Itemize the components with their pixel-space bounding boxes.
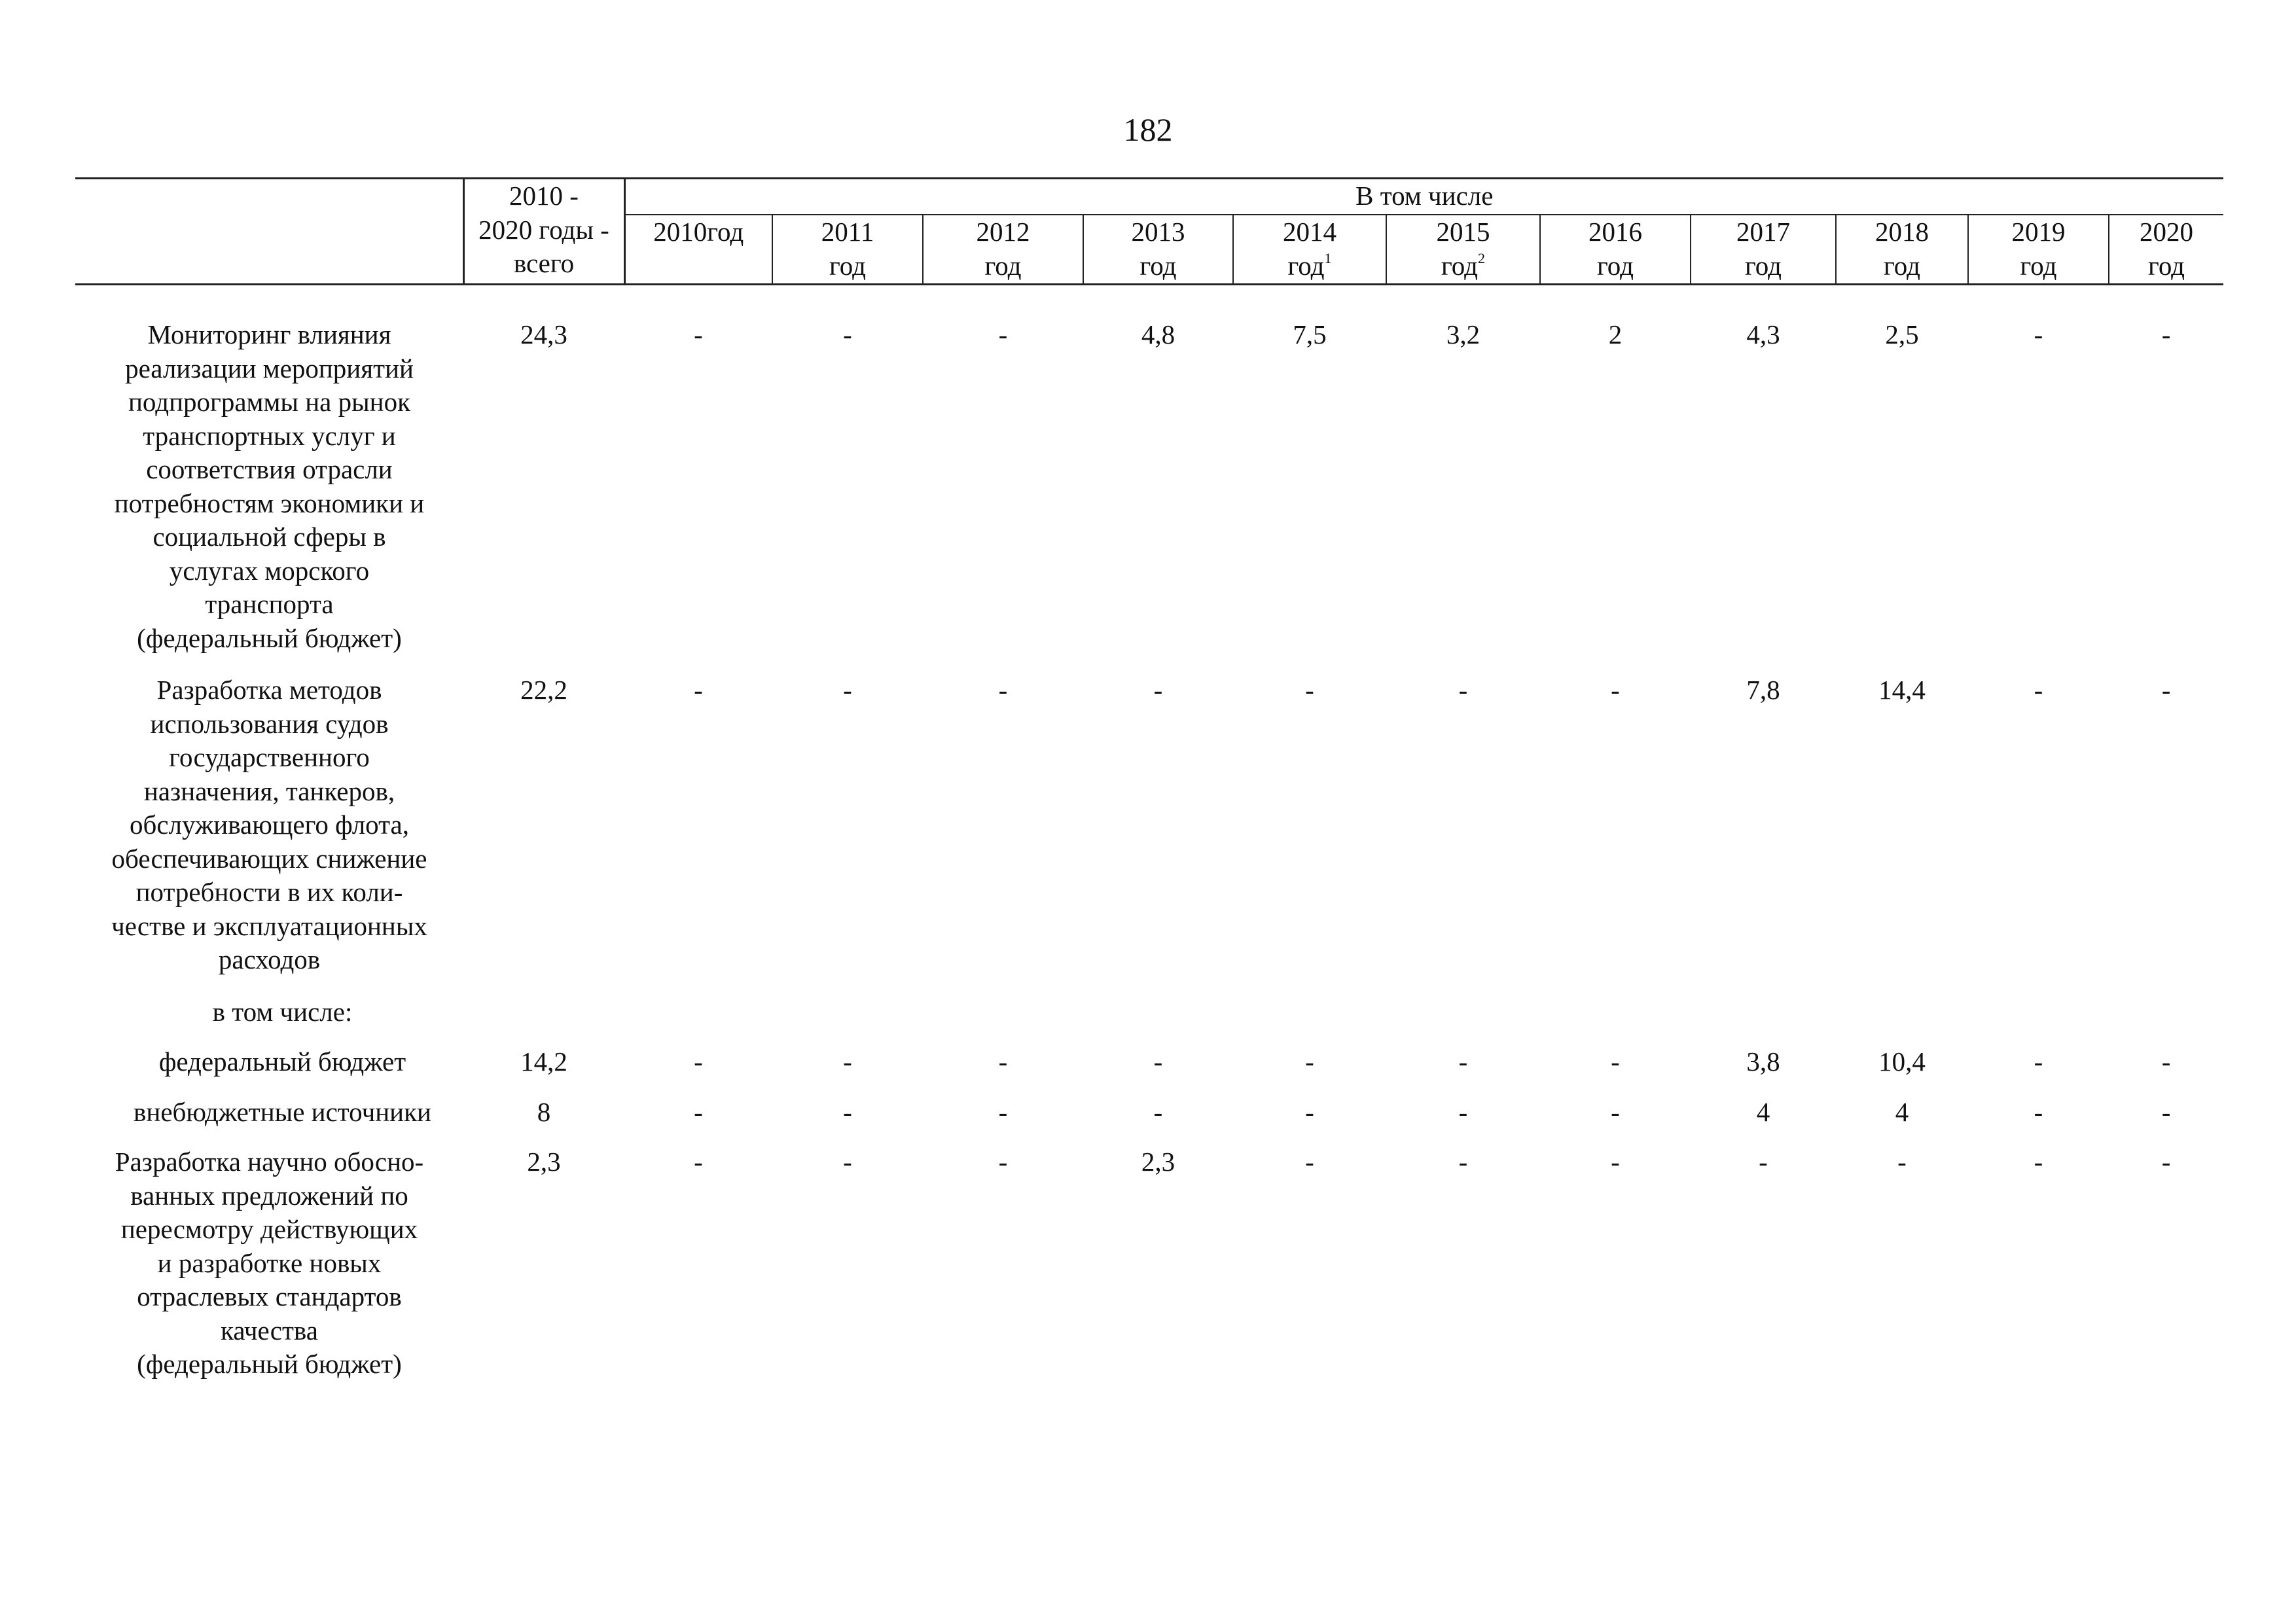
row-label-line: федеральный бюджет [158, 1046, 406, 1077]
row-value-2017: - [1759, 1147, 1768, 1177]
row-label-line: Разработка научно обосно- [115, 1147, 424, 1177]
header-year-6 [1540, 215, 1691, 285]
row-label-line: ванных предложений по [130, 1180, 408, 1211]
row-total: 2,3 [527, 1147, 561, 1177]
header-year-unit [1969, 249, 2108, 283]
row-value-2012 [923, 995, 1083, 1046]
row-value-2016: - [1611, 1147, 1620, 1177]
header-total-line2: 2020 годы - [478, 214, 609, 245]
row-value-2015: - [1458, 1147, 1468, 1177]
header-year-value: 2019 [2011, 217, 2066, 247]
row-value-2018: 2,5 [1885, 319, 1919, 349]
row-value-2010: - [694, 319, 703, 349]
header-year-value: 2013 [1131, 217, 1185, 247]
row-value-2020: - [2161, 675, 2171, 705]
row-label [75, 1096, 463, 1146]
table-row [75, 1145, 2223, 1400]
row-value-2016: - [1611, 1096, 1620, 1127]
row-value-2013: - [1153, 675, 1163, 705]
row-label-line: отраслевых стандартов [137, 1281, 402, 1311]
row-label-line: честве и эксплуатационных [111, 910, 427, 941]
row-value-2011: - [843, 1096, 852, 1127]
row-value-2012: - [998, 319, 1008, 349]
row-label-line: государственного [169, 742, 370, 772]
row-value-2013: 2,3 [1141, 1147, 1175, 1177]
header-year-value: 2016 [1588, 217, 1642, 247]
row-total: 22,2 [520, 675, 567, 705]
header-year-9 [1968, 215, 2109, 285]
row-value-2019 [1968, 995, 2109, 1046]
row-label-line: транспорта [205, 589, 334, 619]
header-year-unit-text: год [2148, 250, 2185, 281]
row-value-2014: - [1305, 675, 1314, 705]
header-year-unit-text: год [1745, 250, 1782, 281]
row-value-2017: 4,3 [1746, 319, 1780, 349]
row-label-line: подпрограммы на рынок [128, 387, 411, 417]
row-value-2014 [1233, 995, 1386, 1046]
table-row [75, 1096, 2223, 1146]
header-year-3 [1083, 215, 1233, 285]
row-label-line: соответствия отрасли [146, 454, 393, 484]
header-year-unit-text: год [2020, 250, 2057, 281]
row-total: 8 [537, 1096, 551, 1127]
row-label-line: потребностям экономики и [114, 488, 425, 518]
row-value-2012: - [998, 1147, 1008, 1177]
header-year-value: 2014 [1283, 217, 1336, 247]
row-value-2018 [1836, 995, 1968, 1046]
row-value-2010: - [694, 675, 703, 705]
header-year-value: 2010 [653, 217, 708, 247]
row-value-2015: - [1458, 1096, 1468, 1127]
row-label-line: расходов [218, 944, 321, 974]
row-value-2018: 10,4 [1878, 1046, 1926, 1077]
header-year-unit [1837, 249, 1967, 283]
header-year-8 [1836, 215, 1968, 285]
header-total-line3: всего [513, 248, 575, 278]
row-label-line: потребности в их коли- [135, 877, 403, 907]
page-number: 182 [1123, 111, 1173, 148]
header-year-unit [773, 249, 922, 283]
header-year-7 [1691, 215, 1836, 285]
header-total-line1: 2010 - [509, 181, 579, 211]
row-value-2014: - [1305, 1147, 1314, 1177]
row-label-line: социальной сферы в [152, 522, 386, 552]
budget-table [75, 177, 2223, 1400]
row-value-2019: - [2034, 1096, 2043, 1127]
row-label-line: Разработка методов [156, 675, 382, 705]
row-value-2011: - [843, 1046, 852, 1077]
row-value-2016: 2 [1608, 319, 1623, 349]
row-label [75, 1145, 463, 1400]
row-label-line: (федеральный бюджет) [137, 1349, 402, 1379]
row-value-2016: - [1611, 675, 1620, 705]
header-year-0 [624, 215, 772, 285]
footnote-marker: 1 [1324, 249, 1332, 266]
row-value-2016 [1540, 995, 1691, 1046]
row-value-2017: 7,8 [1746, 675, 1780, 705]
header-year-unit [1387, 249, 1539, 283]
header-label-cell [75, 179, 463, 285]
header-year-1 [772, 215, 923, 285]
row-value-2020: - [2161, 1147, 2171, 1177]
header-year-unit [1084, 249, 1232, 283]
header-year-5 [1386, 215, 1540, 285]
row-label-line: обеспечивающих снижение [111, 843, 427, 874]
footnote-marker: 2 [1477, 249, 1485, 266]
row-value-2012: - [998, 675, 1008, 705]
row-value-2014: - [1305, 1046, 1314, 1077]
row-label [75, 318, 463, 673]
row-value-2014: - [1305, 1096, 1314, 1127]
header-year-unit-text: год [707, 217, 744, 247]
header-including: В том числе [624, 179, 2223, 215]
row-label-line: услугах морского [169, 555, 370, 586]
header-year-unit-text: год [1287, 250, 1325, 281]
header-year-unit [1691, 249, 1835, 283]
table-row [75, 673, 2223, 995]
header-year-unit-text: год [1139, 250, 1177, 281]
row-value-2020: - [2161, 1046, 2171, 1077]
row-label [75, 673, 463, 995]
row-value-2011 [772, 995, 923, 1046]
row-value-2013: 4,8 [1141, 319, 1175, 349]
row-value-2017: 3,8 [1746, 1046, 1780, 1077]
row-label-line: транспортных услуг и [143, 420, 396, 451]
header-year-unit [2109, 249, 2223, 283]
row-value-2015 [1386, 995, 1540, 1046]
row-label-line: пересмотру действующих [120, 1214, 418, 1244]
row-label-line: качества [221, 1315, 318, 1346]
header-year-unit [1541, 249, 1690, 283]
row-label [75, 995, 463, 1046]
header-year-value: 2017 [1736, 217, 1790, 247]
row-value-2018: 14,4 [1878, 675, 1926, 705]
row-label-line: обслуживающего флота, [129, 810, 410, 840]
header-year-4 [1233, 215, 1386, 285]
row-value-2013 [1083, 995, 1233, 1046]
header-year-unit [707, 217, 744, 247]
row-value-2018: 4 [1895, 1096, 1909, 1127]
row-value-2010: - [694, 1096, 703, 1127]
row-value-2012: - [998, 1046, 1008, 1077]
row-value-2013: - [1153, 1096, 1163, 1127]
header-year-2 [923, 215, 1083, 285]
header-year-unit [924, 249, 1083, 283]
row-value-2010: - [694, 1046, 703, 1077]
row-label-line: в том числе: [212, 996, 353, 1027]
row-label-line: и разработке новых [157, 1247, 382, 1278]
header-year-10 [2109, 215, 2223, 285]
row-total: 24,3 [520, 319, 567, 349]
header-year-unit-text: год [1441, 250, 1478, 281]
header-year-unit-text: год [1884, 250, 1920, 281]
row-value-2018: - [1897, 1147, 1907, 1177]
row-value-2010 [624, 995, 772, 1046]
row-value-2019: - [2034, 675, 2043, 705]
row-value-2015: - [1458, 675, 1468, 705]
row-value-2014: 7,5 [1293, 319, 1327, 349]
row-value-2020: - [2161, 319, 2171, 349]
row-label-line: Мониторинг влияния [147, 319, 391, 349]
row-label-line: назначения, танкеров, [143, 776, 395, 806]
row-label-line: реализации мероприятий [125, 353, 414, 383]
header-year-unit-text: год [984, 250, 1022, 281]
row-value-2012: - [998, 1096, 1008, 1127]
row-value-2017: 4 [1756, 1096, 1770, 1127]
row-label-line: использования судов [150, 708, 389, 739]
table-row [75, 1045, 2223, 1096]
row-value-2016: - [1611, 1046, 1620, 1077]
header-year-value: 2015 [1436, 217, 1490, 247]
row-label-line: (федеральный бюджет) [137, 622, 402, 653]
header-year-unit [1234, 249, 1386, 283]
row-total: 14,2 [520, 1046, 567, 1077]
row-value-2019: - [2034, 1147, 2043, 1177]
row-total [463, 995, 624, 1046]
row-value-2019: - [2034, 319, 2043, 349]
row-value-2011: - [843, 675, 852, 705]
header-year-unit-text: год [829, 250, 866, 281]
row-value-2017 [1691, 995, 1836, 1046]
header-year-value: 2020 [2140, 217, 2194, 247]
row-value-2013: - [1153, 1046, 1163, 1077]
header-year-value: 2018 [1875, 217, 1929, 247]
header-year-value: 2011 [821, 217, 874, 247]
row-value-2010: - [694, 1147, 703, 1177]
table-row [75, 995, 2223, 1046]
header-year-value: 2012 [976, 217, 1030, 247]
header-total [463, 179, 624, 285]
row-label-line: внебюджетные источники [134, 1096, 431, 1127]
row-value-2020 [2109, 995, 2223, 1046]
row-value-2011: - [843, 1147, 852, 1177]
table-row [75, 318, 2223, 673]
row-value-2019: - [2034, 1046, 2043, 1077]
row-label [75, 1045, 463, 1096]
row-value-2015: 3,2 [1446, 319, 1480, 349]
row-value-2015: - [1458, 1046, 1468, 1077]
row-value-2020: - [2161, 1096, 2171, 1127]
row-value-2011: - [843, 319, 852, 349]
header-year-unit-text: год [1597, 250, 1634, 281]
